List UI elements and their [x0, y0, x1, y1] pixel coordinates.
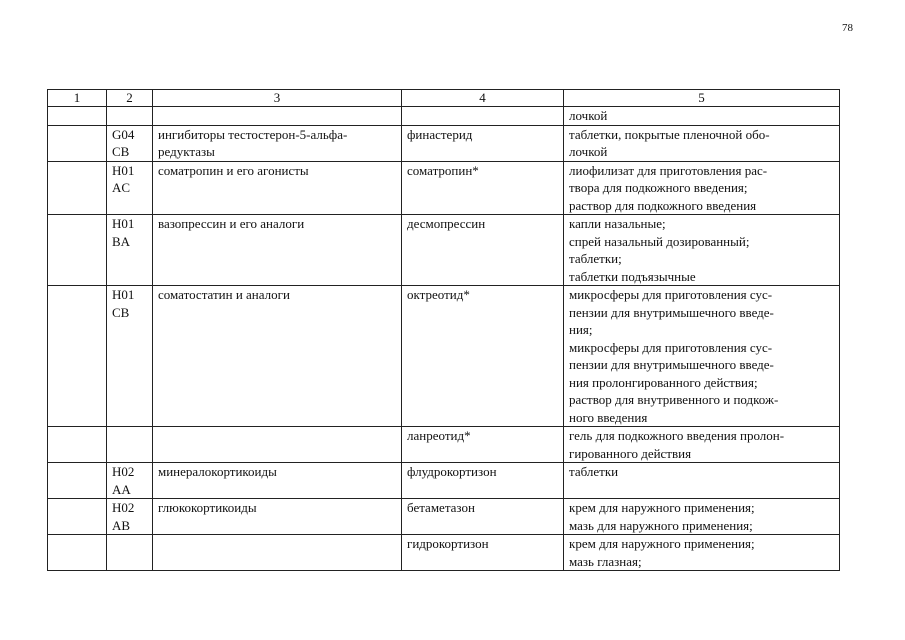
dosage-form-cell-line: крем для наружного применения;	[569, 500, 755, 515]
column-header: 3	[153, 90, 402, 107]
row-index-cell	[48, 215, 107, 286]
row-index-cell	[48, 463, 107, 499]
atc-code-cell-line: AB	[112, 517, 131, 533]
table-row	[48, 125, 840, 161]
anatomical-group-cell	[153, 215, 402, 286]
table-row	[48, 427, 840, 463]
table-row	[48, 463, 840, 499]
table-row	[48, 215, 840, 286]
dosage-form-cell-line: таблетки;	[569, 251, 622, 266]
dosage-form-cell-line: микросферы для приготовления сус-	[569, 287, 773, 302]
anatomical-group-cell-line: соматостатин и аналоги	[158, 287, 290, 302]
row-index-cell	[48, 499, 107, 535]
atc-code-cell-line: CB	[112, 144, 130, 159]
dosage-form-cell-line: лочкой	[569, 144, 608, 159]
atc-code-cell	[107, 427, 153, 463]
anatomical-group-cell	[153, 427, 402, 463]
dosage-form-cell	[564, 215, 840, 286]
atc-code-cell	[107, 161, 153, 215]
atc-code-cell	[107, 535, 153, 571]
atc-code-cell-line: G04	[112, 126, 135, 142]
dosage-form-cell	[564, 535, 840, 571]
atc-code-cell	[107, 499, 153, 535]
drug-name-cell: финастерид	[402, 125, 564, 161]
dosage-form-cell-line: твора для подкожного введения;	[569, 180, 748, 195]
drug-name-cell: октреотид*	[402, 286, 564, 427]
drug-name-cell: флудрокортизон	[402, 463, 564, 499]
atc-code-cell	[107, 107, 153, 126]
dosage-form-cell-line: капли назальные;	[569, 216, 666, 231]
column-header: 1	[48, 90, 107, 107]
anatomical-group-cell	[153, 125, 402, 161]
dosage-form-cell-line: микросферы для приготовления сус-	[569, 339, 773, 355]
anatomical-group-cell-line: редуктазы	[158, 144, 215, 159]
dosage-form-cell-line: крем для наружного применения;	[569, 536, 755, 551]
dosage-form-cell-line: раствор для подкожного введения	[569, 197, 757, 213]
dosage-form-cell	[564, 125, 840, 161]
anatomical-group-cell-line: вазопрессин и его аналоги	[158, 216, 305, 231]
atc-code-cell-line: BA	[112, 233, 131, 249]
table-row	[48, 107, 840, 126]
row-index-cell	[48, 125, 107, 161]
dosage-form-cell	[564, 286, 840, 427]
table-header-row	[48, 90, 840, 107]
dosage-form-cell-line: таблетки, покрытые пленочной обо-	[569, 126, 770, 142]
row-index-cell	[48, 107, 107, 126]
row-index-cell	[48, 161, 107, 215]
dosage-form-cell-line: раствор для внутривенного и подкож-	[569, 392, 779, 407]
anatomical-group-cell-line: ингибиторы тестостерон-5-альфа-	[158, 126, 348, 142]
dosage-form-cell	[564, 499, 840, 535]
atc-code-cell	[107, 286, 153, 427]
dosage-form-cell-line: мазь глазная;	[569, 553, 642, 569]
dosage-form-cell	[564, 463, 840, 499]
dosage-form-cell	[564, 107, 840, 126]
atc-code-cell-line: CB	[112, 304, 130, 320]
table-row	[48, 535, 840, 571]
dosage-form-cell-line: ния;	[569, 322, 593, 337]
dosage-form-cell-line: таблетки подъязычные	[569, 268, 696, 284]
atc-code-cell-line: H01	[112, 162, 135, 178]
drug-name-cell: десмопрессин	[402, 215, 564, 286]
anatomical-group-cell-line: минералокортикоиды	[158, 464, 277, 479]
column-header: 4	[402, 90, 564, 107]
column-header: 2	[107, 90, 153, 107]
table-body	[48, 107, 840, 571]
dosage-form-cell-line: пензии для внутримышечного введе-	[569, 304, 774, 320]
dosage-form-cell-line: гированного действия	[569, 445, 692, 461]
page-number: 78	[842, 22, 853, 34]
drug-name-cell	[402, 107, 564, 126]
dosage-form-cell-line: ного введения	[569, 409, 648, 425]
anatomical-group-cell	[153, 463, 402, 499]
row-index-cell	[48, 535, 107, 571]
dosage-form-cell-line: таблетки	[569, 464, 619, 479]
atc-code-cell	[107, 125, 153, 161]
drug-name-cell: бетаметазон	[402, 499, 564, 535]
anatomical-group-cell	[153, 499, 402, 535]
dosage-form-cell-line: ния пролонгированного действия;	[569, 374, 758, 390]
anatomical-group-cell-line: глюкокортикоиды	[158, 500, 257, 515]
row-index-cell	[48, 427, 107, 463]
dosage-form-cell-line: спрей назальный дозированный;	[569, 233, 750, 249]
dosage-form-cell-line: лочкой	[569, 108, 608, 123]
dosage-form-cell-line: пензии для внутримышечного введе-	[569, 357, 774, 372]
drug-name-cell: гидрокортизон	[402, 535, 564, 571]
atc-code-cell	[107, 463, 153, 499]
anatomical-group-cell	[153, 161, 402, 215]
table-row	[48, 286, 840, 427]
column-header: 5	[564, 90, 840, 107]
dosage-form-cell	[564, 161, 840, 215]
dosage-form-cell	[564, 427, 840, 463]
dosage-form-cell-line: мазь для наружного применения;	[569, 517, 753, 533]
anatomical-group-cell	[153, 535, 402, 571]
dosage-form-cell-line: лиофилизат для приготовления рас-	[569, 162, 768, 178]
dosage-form-cell-line: гель для подкожного введения пролон-	[569, 428, 785, 443]
table-row	[48, 499, 840, 535]
drug-name-cell: соматропин*	[402, 161, 564, 215]
table-row	[48, 161, 840, 215]
anatomical-group-cell	[153, 286, 402, 427]
atc-code-cell-line: H02	[112, 464, 135, 479]
drug-table	[47, 89, 840, 571]
anatomical-group-cell-line: соматропин и его агонисты	[158, 162, 309, 178]
anatomical-group-cell	[153, 107, 402, 126]
atc-code-cell-line: H01	[112, 216, 135, 231]
atc-code-cell-line: AA	[112, 481, 131, 497]
atc-code-cell	[107, 215, 153, 286]
atc-code-cell-line: H01	[112, 287, 135, 302]
atc-code-cell-line: AC	[112, 180, 131, 195]
atc-code-cell-line: H02	[112, 500, 135, 515]
drug-name-cell: ланреотид*	[402, 427, 564, 463]
row-index-cell	[48, 286, 107, 427]
